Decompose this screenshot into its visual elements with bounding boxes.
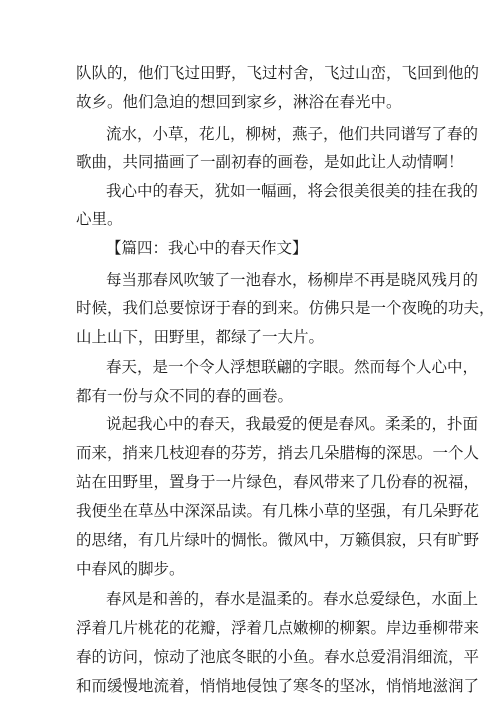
text-line: 每当那春风吹皱了一池春水，杨柳岸不再是晓风残月的 <box>106 271 479 289</box>
text-line: 山上山下，田野里，都绿了一大片。 <box>76 328 325 346</box>
text-line: 心里。 <box>76 210 123 228</box>
text-line: 而来，捎来几枝迎春的芬芳，捎去几朵腊梅的深思。一个人 <box>76 444 480 462</box>
text-line: 浮着几片桃花的花瓣，浮着几点嫩柳的柳絮。岸边垂柳带来 <box>76 619 480 637</box>
text-line: 春天，是一个令人浮想联翩的字眼。然而每个人心中， <box>106 358 479 376</box>
text-line: 中春风的脚步。 <box>76 560 185 578</box>
text-line: 都有一份与众不同的春的画卷。 <box>76 387 294 405</box>
text-line: 说起我心中的春天，我最爱的便是春风。柔柔的，扑面 <box>106 415 479 433</box>
text-line: 站在田野里，置身于一片绿色，春风带来了几份春的祝福， <box>76 473 480 491</box>
text-line: 流水，小草，花儿，柳树，燕子，他们共同谱写了春的 <box>106 125 479 143</box>
text-line: 故乡。他们急迫的想回到家乡，淋浴在春光中。 <box>76 93 402 111</box>
text-line: 时候，我们总要惊讶于春的到来。仿佛只是一个夜晚的功夫， <box>76 299 495 317</box>
section-heading: 【篇四：我心中的春天作文】 <box>106 239 308 257</box>
text-line: 队队的，他们飞过田野，飞过村舍，飞过山峦，飞回到他的 <box>76 64 480 82</box>
text-line: 我心中的春天，犹如一幅画，将会很美很美的挂在我的 <box>106 182 479 200</box>
text-line: 春风是和善的，春水是温柔的。春水总爱绿色，水面上 <box>106 590 479 608</box>
text-line: 的思绪，有几片绿叶的惆怅。微风中，万籁俱寂，只有旷野 <box>76 531 480 549</box>
text-line: 和而缓慢地流着，悄悄地侵蚀了寒冬的坚冰，悄悄地滋润了 <box>76 677 480 695</box>
text-line: 我便坐在草丛中深深品读。有几株小草的坚强，有几朵野花 <box>76 502 480 520</box>
text-line: 春的访问，惊动了池底冬眠的小鱼。春水总爱涓涓细流，平 <box>76 648 480 666</box>
text-line: 歌曲，共同描画了一副初春的画卷，是如此让人动情啊！ <box>76 153 464 171</box>
